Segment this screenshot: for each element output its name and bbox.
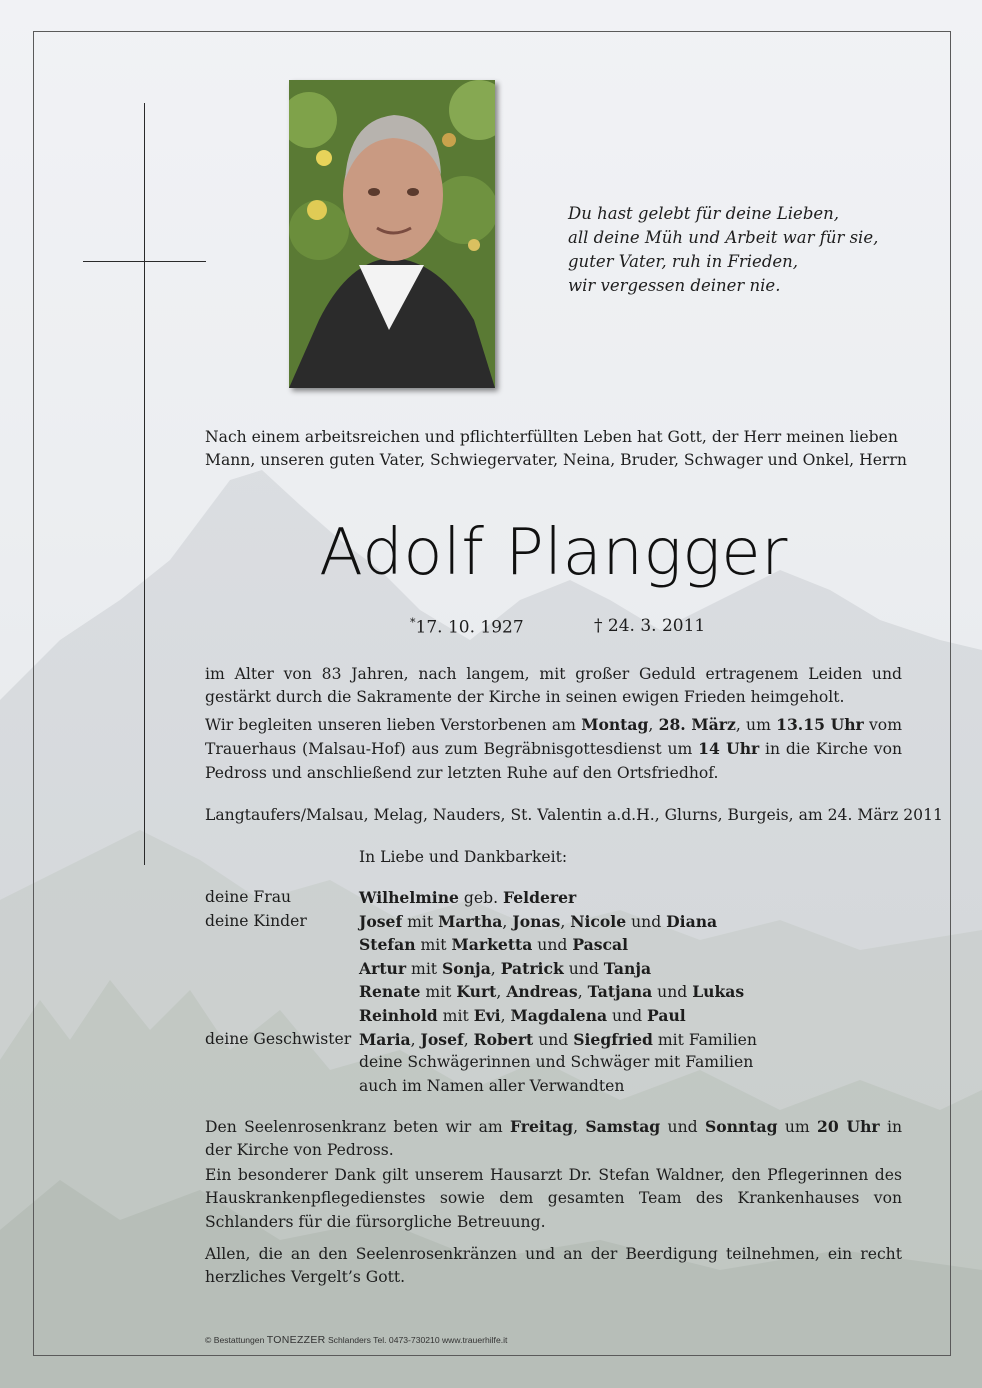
family-names — [359, 980, 744, 1005]
birth-symbol: * — [410, 616, 416, 629]
name: Pascal — [572, 935, 629, 955]
connector: und — [626, 912, 667, 931]
name: Maria — [359, 1029, 411, 1049]
name: Felderer — [503, 888, 577, 907]
family-names — [359, 910, 717, 935]
connector: mit — [437, 1006, 474, 1025]
connector: mit Familien — [652, 1030, 757, 1049]
name: Tatjana — [587, 982, 653, 1002]
family-names: deine Schwägerinnen und Schwäger mit Familien — [359, 1053, 754, 1072]
portrait-photo — [289, 80, 495, 388]
family-names — [359, 1028, 757, 1053]
mass-time: 14 Uhr — [698, 739, 760, 759]
cross-vertical-bar — [144, 103, 145, 865]
name: Artur — [359, 958, 407, 978]
name: Josef — [359, 911, 403, 931]
intro-line: Mann, unseren guten Vater, Schwiegervater, Neina, Bruder, Schwager und Onkel, Herrn — [205, 451, 907, 470]
rosary-paragraph — [205, 1115, 902, 1163]
funeral-text: , um — [735, 716, 777, 734]
name: Tanja — [603, 958, 652, 978]
death-date — [594, 616, 705, 636]
family-names — [359, 957, 651, 982]
places-line — [205, 804, 943, 827]
thanks-paragraph: Ein besonderer Dank gilt unserem Hausarzt Dr. Stefan Waldner, den Pflegerinnen des Hauskrankenpflegedienstes sowie dem gesamten Team des Krankenhauses von Schlanders für die fürsorgliche Betreuung. — [205, 1166, 902, 1231]
connector: , — [410, 1030, 421, 1049]
verse-line: all deine Müh und Arbeit war für sie, — [568, 228, 879, 247]
deceased-name: Adolf Plangger — [319, 516, 788, 590]
name: Andreas — [506, 982, 578, 1002]
family-row — [205, 1028, 905, 1052]
family-names — [359, 1004, 686, 1029]
connector: , — [500, 1006, 511, 1025]
connector: mit — [406, 959, 443, 978]
connector: und — [607, 1006, 648, 1025]
rosary-day: Sonntag — [704, 1117, 778, 1136]
funeral-time: 13.15 Uhr — [776, 715, 864, 734]
memorial-verse — [568, 202, 898, 298]
family-names: auch im Namen aller Verwandten — [359, 1076, 625, 1095]
rosary-text: und — [660, 1118, 705, 1136]
name: Siegfried — [573, 1029, 653, 1049]
connector: und — [533, 1030, 574, 1049]
name: Nicole — [570, 911, 627, 931]
family-row — [205, 910, 905, 934]
name: Renate — [359, 982, 421, 1002]
name: Kurt — [456, 982, 497, 1002]
name: Stefan — [359, 935, 416, 955]
family-row — [205, 1075, 905, 1099]
name: Diana — [666, 911, 718, 931]
family-row — [205, 957, 905, 981]
funeral-text: , — [648, 716, 659, 734]
closing-paragraph: Allen, die an den Seelenrosenkränzen und an der Beerdigung teilnehmen, ein recht herzliches Vergelt’s Gott. — [205, 1245, 902, 1287]
connector: mit — [420, 983, 457, 1002]
name: Sonja — [442, 958, 491, 978]
name: Paul — [647, 1005, 686, 1025]
family-row — [205, 933, 905, 957]
connector: mit — [402, 912, 439, 931]
family-row — [205, 1004, 905, 1028]
family-row — [205, 1051, 905, 1075]
connector: , — [560, 912, 571, 931]
connector: mit — [415, 936, 452, 955]
rosary-text: um — [777, 1118, 817, 1136]
connector: und — [563, 959, 604, 978]
rosary-text: in der Kirche von Pedross. — [205, 1118, 902, 1160]
places-text: Langtaufers/Malsau, Melag, Nauders, St. Valentin a.d.H., Glurns, Burgeis, am 24. März 2011 — [205, 806, 943, 824]
intro-line: Nach einem arbeitsreichen und pflichterfüllten Leben hat Gott, der Herr meinen lieben — [205, 428, 898, 446]
footer-text: © Bestattungen — [205, 1335, 267, 1345]
rosary-text: Den Seelenrosenkranz beten wir am — [205, 1118, 510, 1136]
connector: , — [502, 912, 513, 931]
connector: , — [463, 1030, 474, 1049]
rosary-day: Freitag — [510, 1117, 574, 1136]
name: Lukas — [692, 982, 745, 1002]
funeral-date: 28. März — [658, 715, 736, 734]
funeral-text: vom Trauerhaus (Malsau-Hof) aus zum Begräbnisgottesdienst um — [205, 716, 902, 759]
family-row — [205, 980, 905, 1004]
cross-horizontal-bar — [83, 261, 206, 262]
name: Jonas — [512, 911, 561, 931]
connector: , — [496, 983, 507, 1002]
verse-line: wir vergessen deiner nie. — [568, 276, 781, 295]
funeral-home-brand: TONEZZER — [266, 1334, 326, 1346]
funeral-home-footer — [205, 1334, 507, 1346]
name: Magdalena — [510, 1005, 608, 1025]
connector: geb. — [458, 889, 504, 907]
death-date-value: 24. 3. 2011 — [607, 616, 706, 636]
name: Marketta — [451, 935, 533, 955]
connector: und — [652, 983, 693, 1002]
funeral-paragraph — [205, 713, 902, 785]
name: Martha — [438, 911, 503, 931]
name: Josef — [420, 1029, 464, 1049]
intro-text — [205, 426, 907, 473]
family-names — [359, 886, 576, 911]
connector: und — [532, 936, 573, 955]
rosary-time: 20 Uhr — [816, 1117, 880, 1136]
family-row — [205, 886, 905, 910]
name: Patrick — [500, 958, 564, 978]
funeral-text: in die Kirche von Pedross und anschließend zur letzten Ruhe auf den Ortsfriedhof. — [205, 740, 902, 782]
age-paragraph: im Alter von 83 Jahren, nach langem, mit großer Geduld ertragenem Leiden und gestärkt durch die Sakramente der Kirche in seinen ewigen Frieden heimgeholt. — [205, 665, 902, 707]
funeral-text: Wir begleiten unseren lieben Verstorbenen am — [205, 716, 582, 734]
gratitude-line: In Liebe und Dankbarkeit: — [359, 848, 568, 866]
death-symbol: † — [594, 616, 603, 636]
funeral-day: Montag — [581, 715, 649, 734]
family-names — [359, 933, 628, 958]
family-list — [205, 886, 905, 1098]
verse-line: Du hast gelebt für deine Lieben, — [568, 204, 840, 223]
footer-text: Schlanders Tel. 0473-730210 www.trauerhilfe.it — [325, 1335, 508, 1345]
rosary-text: , — [573, 1118, 586, 1136]
family-label: deine Geschwister — [205, 1029, 352, 1048]
family-label: deine Kinder — [205, 911, 307, 930]
name: Reinhold — [359, 1005, 438, 1025]
connector: , — [577, 983, 588, 1002]
birth-date — [410, 616, 524, 638]
name: Evi — [473, 1005, 501, 1025]
birth-date-value: 17. 10. 1927 — [415, 617, 524, 638]
rosary-day: Samstag — [585, 1117, 661, 1136]
connector: , — [490, 959, 501, 978]
name: Wilhelmine — [359, 888, 459, 907]
verse-line: guter Vater, ruh in Frieden, — [568, 252, 799, 271]
family-label: deine Frau — [205, 888, 292, 906]
name: Robert — [473, 1029, 534, 1049]
